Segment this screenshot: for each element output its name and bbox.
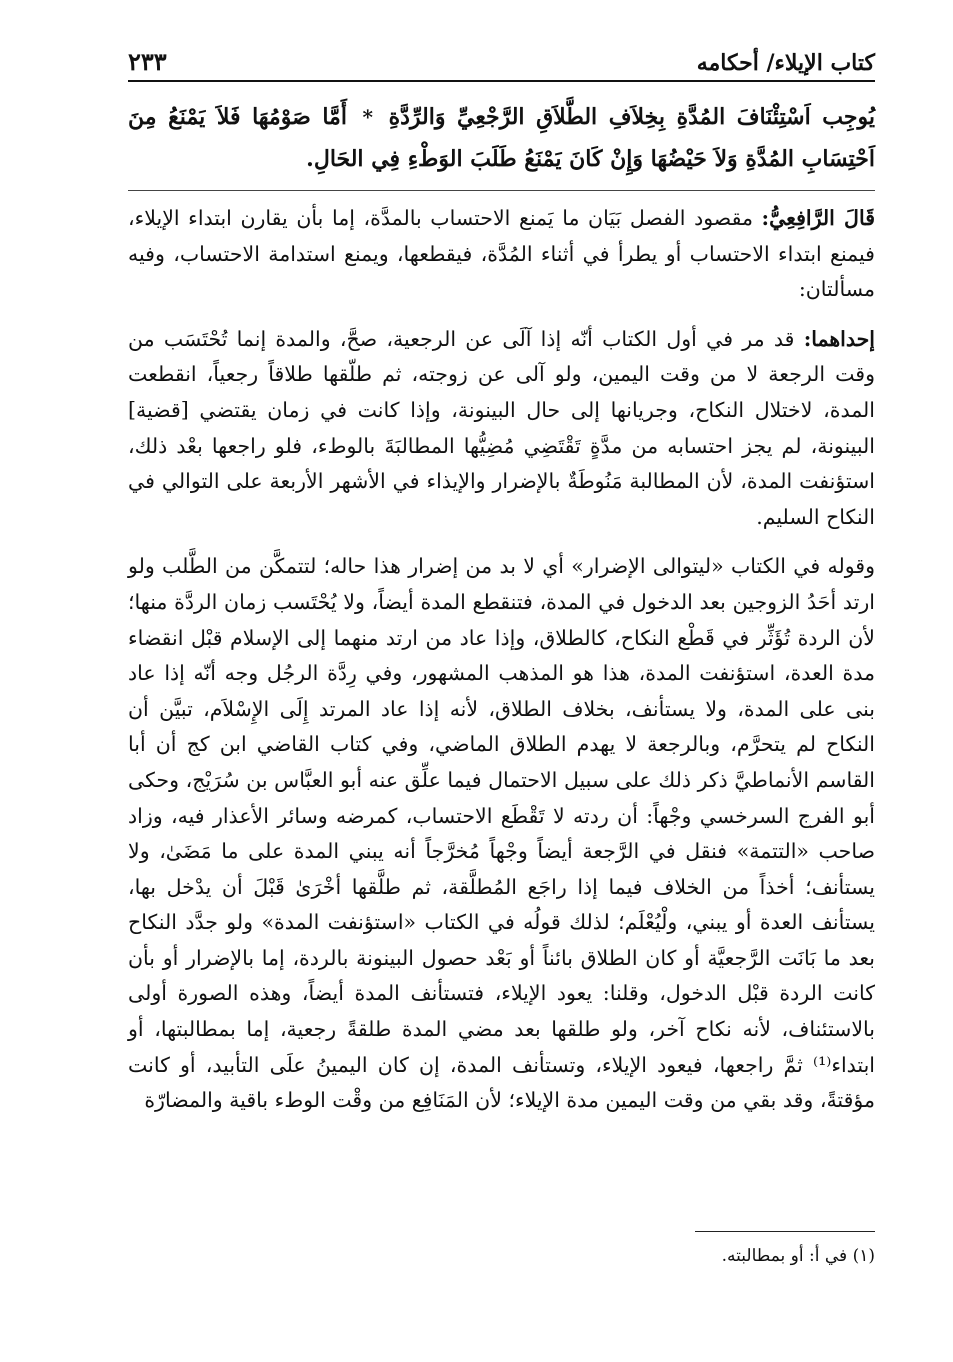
section-divider bbox=[128, 190, 875, 191]
commentary-paragraph-2 bbox=[128, 322, 875, 536]
paragraph-text: مقصود الفصل بَيَان ما يَمنع الاحتساب بالمدَّة، إما بأن يقارن ابتداء الإيلاء، فيمنع ابتداء الاحتساب أو يطرأ في أثناء المُدَّة، فيقطعها، ويمنع استدامة الاحتساب، وفيه مسألتان: bbox=[128, 206, 875, 302]
base-text bbox=[128, 96, 875, 180]
paragraph-text: وقوله في الكتاب «ليتوالى الإضرار» أي لا بد من إضرار هذا حاله؛ لتتمكَّن من الطَّلب ولو ارتد أحَدُ الزوجين بعد الدخول في المدة، فتنقطع المدة أيضاً، ولا يُحْتَسب زمان الردَّة منها؛ لأن الردة تُؤَثِّر في قَطْع النكاح، كالطلاق، وإذا عاد من ارتد منهما إلى الإسلام قبْل انقضاء مدة العدة، استؤنفت المدة، هذا هو المذهب المشهور، وفي رِدَّة الرجُل وجه أنّه إذا عاد بنى على المدة، ولا يستأنف، بخلاف الطلاق، لأنه إذا عاد المرتد إِلَى الإِسْلاَم، تبيَّن أن النكاح لم يتحرَّم، وبالرجعة لا يهدم الطلاق الماضي، وفي كتاب القاضي ابن كج أن أبا القاسم الأنماطيَّ ذكر ذلك على سبيل الاحتمال فيما علِّق عنه أبو العبَّاس بن سُرَيْج، وحكى أبو الفرج السرخسي وجْهاً: أن ردته لا تَقْطَع الاحتساب، كمرضه وسائر الأعذار فيه، وزاد صاحب «التتمة» فنقل في الرَّجعة أيضاً وجْهاً مُخرَّجاً أنه يبني المدة على ما مَضَىٰ، ولا يستأنف؛ أخذاً من الخلاف فيما إذا راجَع المُطلَّقة، ثم طلَّقها أخْرَىٰ قَبْلَ أن يدْخل بها، يستأنف العدة أو يبني، ولْيُعْلَم؛ لذلك قولُه في الكتاب «استؤنفت المدة» ولو جدَّد النكاح بعد ما بَانَت الرَّجعيَّة أو كان الطلاق بائناً أو بَعْد حصول البينونة بالردة، إما بالإضرار أو بأن كانت الردة قبْل الدخول، وقلنا: يعود الإيلاء، فتستأنف المدة أيضاً، وهذه الصورة أولى بالاستئناف، لأنه نكاح آخر، ولو طلقها بعد مضي المدة طلقةً رجعية، إما بمطالبتها، أو ابتداء⁽¹⁾ ثمَّ راجعها، فيعود الإيلاء، وتستأنف المدة، إن كان اليمينُ علَى التأبيد، أو كانت مؤقتةً، وقد بقي من وقت اليمين مدة الإيلاء؛ لأن المَنَافِع من وقْت الوطء باقية والمضارّة bbox=[128, 554, 875, 1113]
paragraph-lead: قَالَ الرَّافِعِيُّ: bbox=[761, 206, 875, 230]
footnote: (١) في أ: أو بمطالبته. bbox=[721, 1246, 875, 1266]
commentary-paragraph-1 bbox=[128, 201, 875, 308]
base-text-part1: يُوجِب اَسْتِئْنَافَ المُدَّةِ بِخِلاَفِ الطَّلاَقِ الرَّجْعِيِّ وَالرِّدَّةِ bbox=[388, 104, 875, 130]
paragraph-text: قد مر في أول الكتاب أنّه إذا آلَى عن الرجعية، صحَّ، والمدة إنما تُحْتَسَب من وقت الرجعة لا من وقت اليمين، ولو آلى عن زوجته، ثم طلّقها طلاقاً رجعياً، انقطعت المدة، لاختلال النكاح، وجريانها إلى حال البينونة، وإذا كانت في زمان يقتضي [قضية] البينونة، لم يجز احتسابه من مدَّةٍ تَقْتَضِي مُضِيُّها المطالبَةَ بالوطء، فلو راجعها بعْد ذلك، استؤنفت المدة، لأن المطالبة مَنُوطَةٌ بالإضرار والإيذاء في الأشهر الأربعة على التوالي في النكاح السليم. bbox=[128, 326, 875, 529]
document-page bbox=[128, 36, 875, 1336]
chapter-title: كتاب الإيلاء/ أحكامه bbox=[696, 50, 875, 76]
running-header bbox=[128, 36, 875, 82]
base-text-part2: أَمَّا صَوْمُهَا فَلاَ يَمْنَعُ مِنَ اَحْتِسَابِ المُدَّةِ وَلاَ حَيْضُهَا وَإِنْ كَانَ يَمْنَعُ طَلَبَ الوَطْءِ فِي الحَالِ. bbox=[128, 104, 875, 172]
star-separator: * bbox=[362, 105, 373, 129]
commentary-paragraph-3 bbox=[128, 549, 875, 1119]
footnote-rule bbox=[695, 1231, 875, 1232]
paragraph-lead: إحداهما: bbox=[803, 326, 875, 351]
page-number: ٢٣٣ bbox=[128, 47, 167, 76]
